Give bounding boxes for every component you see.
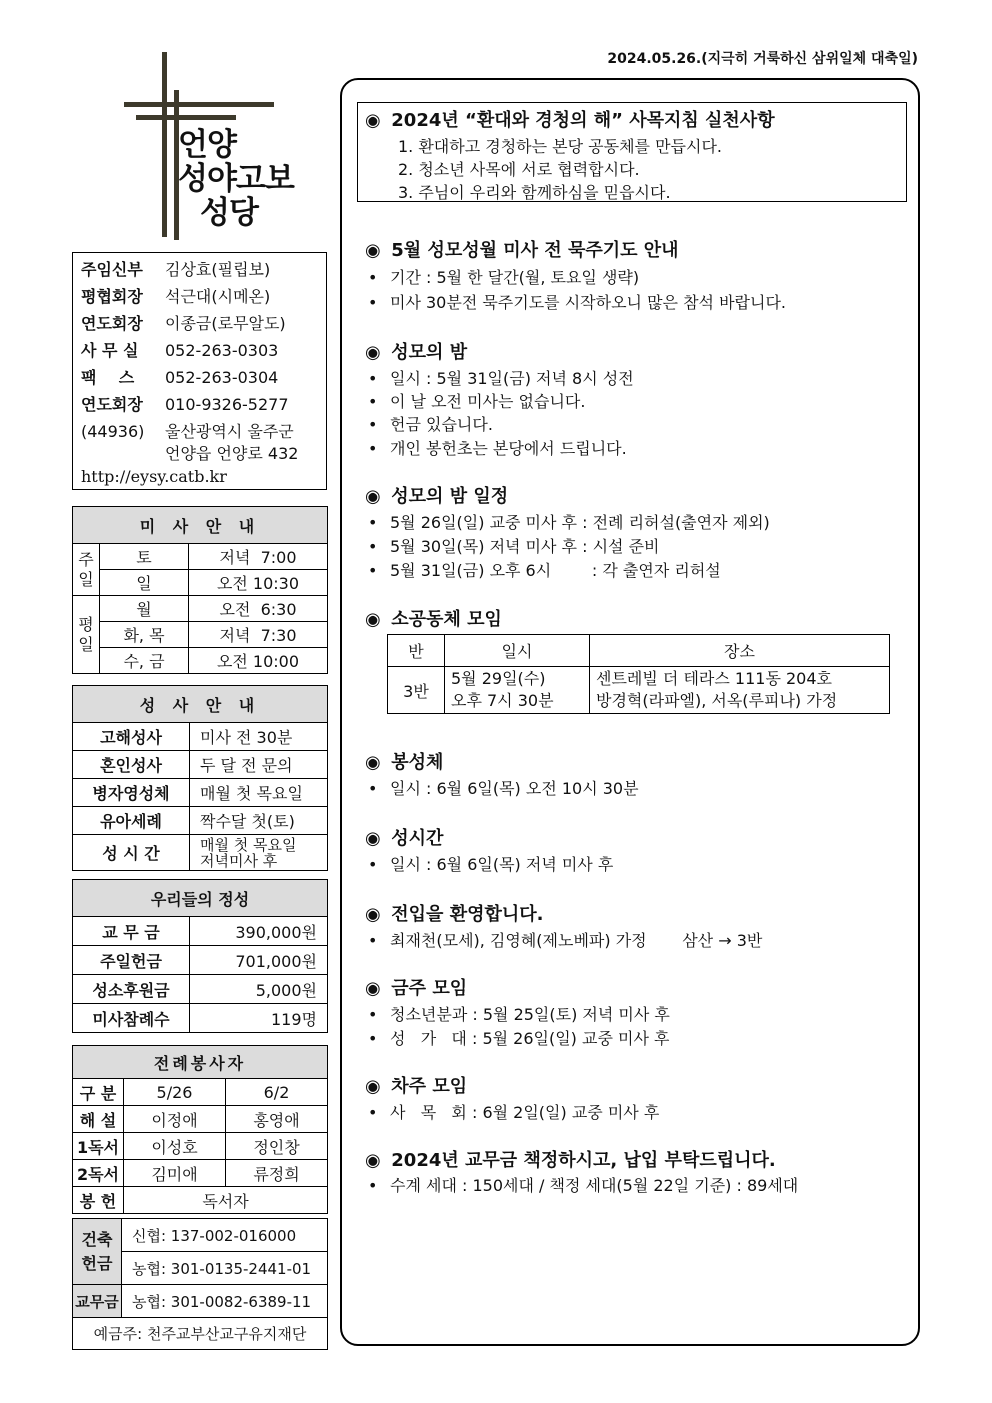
weekday-label: 평일 — [73, 596, 100, 674]
small-community-table: 반 일시 장소 3반 5월 29일(수) 오후 7시 30분 센트레빌 더 테라스 111동 204호 방경혁(라파엘), 서옥(루피나) 가정 — [387, 634, 890, 714]
dues-account: 농협: 301-0082-6389-11 — [122, 1285, 328, 1318]
section-item: • 미사 30분전 묵주기도를 시작하오니 많은 참석 바랍니다. — [368, 293, 786, 312]
bullet-circle-icon: ◉ — [365, 486, 381, 507]
mass-time: 저녁 7:00 — [189, 544, 328, 570]
section-item: • 이 날 오전 미사는 없습니다. — [368, 392, 586, 411]
dues-label: 교무금 — [73, 1285, 122, 1318]
section-title: ◉ 봉성체 — [365, 752, 444, 773]
info-row: 연도회장 010-9326-5277 — [81, 395, 289, 414]
parish-logo-text — [178, 128, 294, 230]
info-row: 팩 스 052-263-0304 — [81, 368, 279, 387]
info-row: 사 무 실 052-263-0303 — [81, 341, 279, 360]
bulletin-date: 2024.05.26.(지극히 거룩하신 삼위일체 대축일) — [607, 51, 918, 67]
bullet-circle-icon: ◉ — [365, 1076, 381, 1097]
mass-day: 화, 목 — [100, 622, 189, 648]
parish-info-box — [72, 252, 327, 490]
section-item: • 수계 세대 : 150세대 / 책정 세대(5월 22일 기준) : 89세대 — [368, 1176, 799, 1195]
section-title: ◉ 5월 성모성월 미사 전 묵주기도 안내 — [365, 240, 679, 261]
section-item: • 일시 : 6월 6일(목) 저녁 미사 후 — [368, 855, 614, 874]
bullet-circle-icon: ◉ — [365, 1150, 381, 1171]
servers-table-title: 전례봉사자 — [73, 1046, 328, 1079]
mass-time: 오전 10:30 — [189, 570, 328, 596]
bullet-circle-icon: ◉ — [365, 978, 381, 999]
guideline-item: 1. 환대하고 경청하는 본당 공동체를 만듭시다. — [398, 137, 722, 156]
sunday-label: 주일 — [73, 544, 100, 596]
bullet-circle-icon: ◉ — [365, 342, 381, 363]
section-title: ◉ 성시간 — [365, 828, 444, 849]
building-fund-label-2: 헌금 — [81, 1253, 113, 1273]
mass-table-title: 미 사 안 내 — [73, 507, 328, 544]
guideline-item: 3. 주님이 우리와 함께하심을 믿읍시다. — [398, 183, 671, 202]
bullet-circle-icon: ◉ — [365, 752, 381, 773]
section-item: • 사 목 회 : 6월 2일(일) 교중 미사 후 — [368, 1103, 660, 1122]
building-account-2: 농협: 301-0135-2441-01 — [122, 1252, 328, 1285]
section-item: • 5월 30일(목) 저녁 미사 후 : 시설 준비 — [368, 537, 660, 556]
bullet-circle-icon: ◉ — [365, 110, 381, 131]
group-col-header: 장소 — [590, 635, 890, 667]
bullet-circle-icon: ◉ — [365, 240, 381, 261]
info-row: 주임신부 김상효(필립보) — [81, 260, 271, 279]
bullet-circle-icon: ◉ — [365, 904, 381, 925]
info-row: 연도회장 이종금(로무알도) — [81, 314, 286, 333]
section-item: • 헌금 있습니다. — [368, 415, 493, 434]
group-ban: 3반 — [388, 667, 445, 714]
logo-line-2: 성야고보 — [178, 161, 294, 197]
section-title: ◉ 차주 모임 — [365, 1076, 468, 1097]
logo-line-3: 성당 — [200, 195, 258, 231]
mass-time: 저녁 7:30 — [189, 622, 328, 648]
section-item: • 청소년분과 : 5월 25일(토) 저녁 미사 후 — [368, 1005, 670, 1024]
section-title: ◉ 소공동체 모임 — [365, 609, 502, 630]
section-item: • 5월 26일(일) 교중 미사 후 : 전례 리허설(출연자 제외) — [368, 513, 770, 532]
section-item: • 개인 봉헌초는 본당에서 드립니다. — [368, 439, 627, 458]
mass-day: 일 — [100, 570, 189, 596]
section-item: • 성 가 대 : 5월 26일(일) 교중 미사 후 — [368, 1029, 670, 1048]
info-address: (44936) 울산광역시 울주군 — [81, 422, 294, 441]
group-col-header: 일시 — [445, 635, 590, 667]
building-account-1: 신협: 137-002-016000 — [122, 1219, 328, 1252]
guideline-title: ◉ 2024년 “환대와 경청의 해” 사목지침 실천사항 — [365, 110, 775, 131]
mass-day: 월 — [100, 596, 189, 622]
sacrament-table: 성 사 안 내 고해성사 미사 전 30분 혼인성사 두 달 전 문의 병자영성체 매월 첫 목요일 유아세례 짝수달 첫(토) 성 시 간 매월 첫 목요일 저녁미사 후 — [72, 685, 328, 871]
section-item: • 일시 : 5월 31일(금) 저녁 8시 성전 — [368, 369, 634, 388]
parish-url[interactable]: http://eysy.catb.kr — [81, 467, 227, 486]
section-title: ◉ 성모의 밤 일정 — [365, 486, 509, 507]
liturgy-servers-table: 전례봉사자 구 분 5/26 6/2 해 설 이정애 홍영애 1독서 이성호 정인창 2독서 김미애 류정희 봉 헌 독서자 — [72, 1045, 328, 1214]
section-title: ◉ 성모의 밤 — [365, 342, 468, 363]
group-col-header: 반 — [388, 635, 445, 667]
section-item: • 일시 : 6월 6일(목) 오전 10시 30분 — [368, 779, 639, 798]
mass-schedule-table — [72, 506, 328, 674]
logo-line-1: 언양 — [178, 127, 236, 163]
building-fund-label-1: 건축 — [81, 1229, 113, 1249]
offering-table: 우리들의 정성 교 무 금 390,000원 주일헌금 701,000원 성소후원금 5,000원 미사참례수 119명 — [72, 879, 328, 1033]
bullet-circle-icon: ◉ — [365, 828, 381, 849]
section-item: • 최재천(모세), 김영혜(제노베파) 가정 삼산 → 3반 — [368, 931, 763, 950]
mass-time: 오전 6:30 — [189, 596, 328, 622]
sacrament-table-title: 성 사 안 내 — [73, 686, 328, 723]
mass-day: 토 — [100, 544, 189, 570]
mass-time: 오전 10:00 — [189, 648, 328, 674]
bullet-circle-icon: ◉ — [365, 609, 381, 630]
offering-table-title: 우리들의 정성 — [73, 880, 328, 917]
info-address-2: 언양읍 언양로 432 — [165, 444, 299, 463]
account-holder: 예금주: 천주교부산교구유지재단 — [73, 1318, 328, 1350]
mass-day: 수, 금 — [100, 648, 189, 674]
bank-account-table — [72, 1218, 328, 1350]
section-item: • 5월 31일(금) 오후 6시 : 각 출연자 리허설 — [368, 561, 721, 580]
section-title: ◉ 금주 모임 — [365, 978, 468, 999]
section-item: • 기간 : 5월 한 달간(월, 토요일 생략) — [368, 268, 640, 287]
guideline-item: 2. 청소년 사목에 서로 협력합시다. — [398, 160, 640, 179]
section-title: ◉ 2024년 교무금 책정하시고, 납입 부탁드립니다. — [365, 1150, 776, 1171]
section-title: ◉ 전입을 환영합니다. — [365, 904, 544, 925]
info-row: 평협회장 석근대(시메온) — [81, 287, 271, 306]
